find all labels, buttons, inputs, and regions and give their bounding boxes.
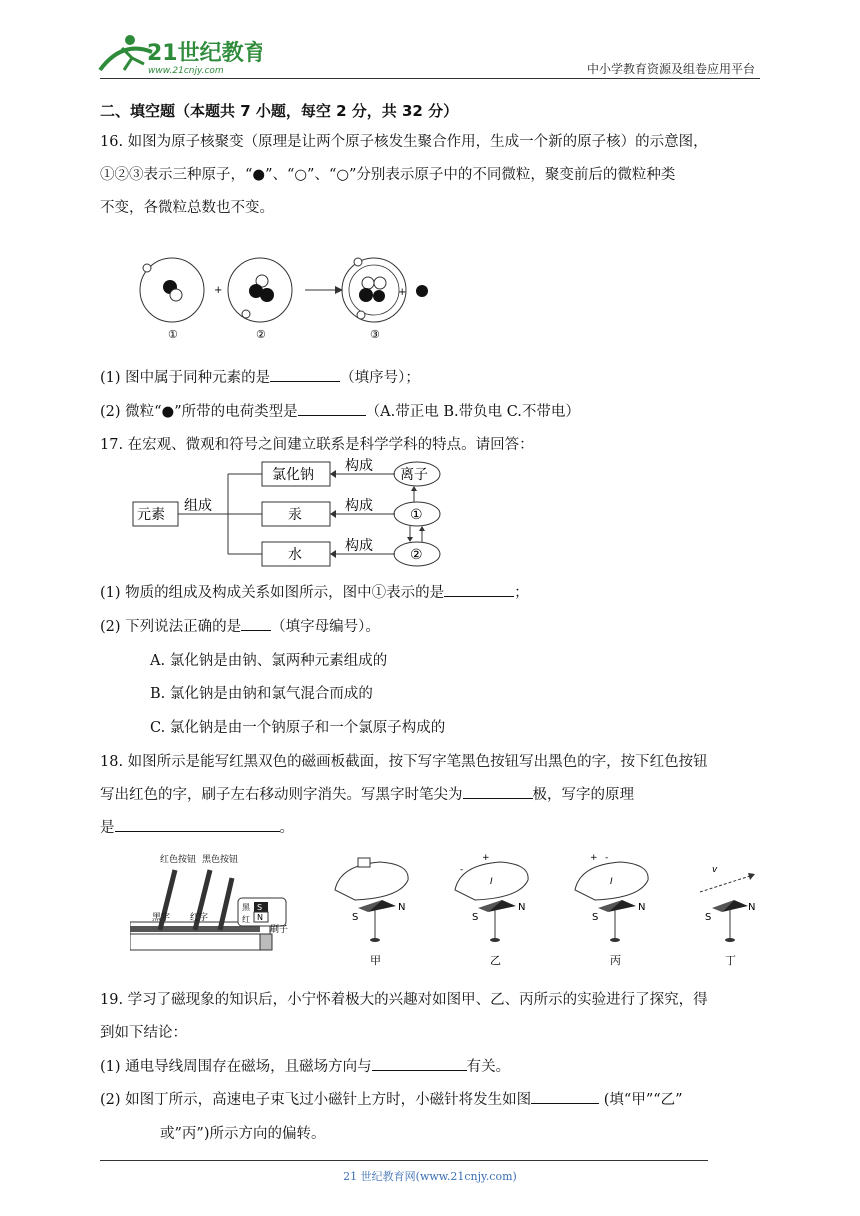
q18-line3-tail: 。	[279, 820, 294, 836]
answer-blank[interactable]	[241, 616, 271, 631]
q19-sub2-cont: 或”丙”)所示方向的偏转。	[160, 1126, 326, 1142]
box-nacl: 氯化钠	[272, 467, 314, 483]
bing-n: N	[638, 902, 646, 913]
jia-s: S	[352, 912, 359, 923]
label-red-button: 红色按钮	[160, 855, 197, 865]
q19-sub1	[100, 1055, 510, 1076]
bing-current: I	[610, 877, 613, 887]
q17-sub2	[100, 615, 380, 636]
svg-text:+: +	[398, 287, 407, 298]
answer-blank[interactable]	[463, 784, 533, 799]
logo-url: www.21cnjy.com	[148, 66, 224, 76]
answer-blank[interactable]	[444, 582, 514, 597]
label-jia: 甲	[370, 954, 381, 967]
q17-option-b: B. 氯化钠是由钠和氯气混合而成的	[150, 686, 373, 702]
bing-minus: -	[605, 853, 609, 863]
label-goucheng-3: 构成	[345, 538, 373, 554]
q19-sub2	[100, 1088, 683, 1109]
yi-minus: -	[460, 865, 464, 875]
answer-blank[interactable]	[270, 367, 340, 382]
atom-3	[342, 258, 406, 322]
box-water: 水	[288, 547, 302, 563]
ding-n: N	[748, 902, 756, 913]
label-1: ①	[168, 328, 178, 341]
box-hg: 汞	[288, 507, 302, 523]
label-s: S	[257, 903, 263, 912]
q16-line3: 不变，各微粒总数也不变。	[100, 200, 274, 216]
answer-blank[interactable]	[298, 401, 366, 416]
yi-s: S	[472, 912, 479, 923]
label-yi: 乙	[490, 954, 501, 967]
label-black-button: 黑色按钮	[202, 855, 239, 865]
q16-line1: 16. 如图为原子核聚变（原理是让两个原子核发生聚合作用，生成一个新的原子核）的示意图，	[100, 134, 708, 150]
compass-ding	[700, 865, 755, 967]
q18-line3-text: 是	[100, 820, 115, 836]
yi-current: I	[490, 877, 493, 887]
element-relation-diagram	[130, 458, 450, 573]
compass-yi	[455, 853, 528, 967]
q17-sub2-text: (2) 下列说法正确的是	[100, 619, 242, 635]
section-title: 二、填空题（本题共 7 小题，每空 2 分，共 32 分）	[100, 102, 459, 120]
oval-2: ②	[410, 547, 423, 563]
q19-line2: 到如下结论：	[100, 1025, 187, 1041]
oval-ion: 离子	[400, 467, 428, 483]
q19-sub2-text: (2) 如图丁所示，高速电子束飞过小磁针上方时，小磁针将发生如图	[100, 1092, 532, 1108]
q18-line2-tail: 极，写字的原理	[532, 787, 634, 803]
label-hong: 红	[242, 915, 250, 924]
q19-line1: 19. 学习了磁现象的知识后，小宁怀着极大的兴趣对如图甲、乙、丙所示的实验进行了探究，得	[100, 992, 708, 1008]
logo-text: 21世纪教育	[147, 41, 262, 66]
q16-sub2-tail: （A.带正电 B.带负电 C.不带电）	[365, 404, 580, 420]
atom-1	[140, 258, 204, 322]
atom-2	[228, 258, 292, 322]
label-n: N	[257, 913, 263, 922]
magnet-experiment-figure	[130, 850, 770, 970]
q18-line3	[100, 816, 294, 837]
jia-n: N	[398, 902, 406, 913]
label-goucheng-2: 构成	[345, 498, 373, 514]
q16-sub2	[100, 400, 580, 421]
q17-option-a: A. 氯化钠是由钠、氯两种元素组成的	[150, 653, 388, 669]
q16-sub1-tail: （填序号）；	[340, 370, 420, 386]
q18-line1: 18. 如图所示是能写红黑双色的磁画板截面，按下写字笔黑色按钮写出黑色的字，按下红色按钮	[100, 754, 708, 770]
footer-divider	[100, 1160, 708, 1161]
label-brush: 刷子	[270, 925, 289, 935]
q19-sub1-text: (1) 通电导线周围存在磁场，且磁场方向与	[100, 1059, 372, 1075]
q17-sub1	[100, 581, 529, 602]
magnetic-board	[130, 853, 288, 950]
ding-s: S	[705, 912, 712, 923]
q16-sub2-text: (2) 微粒“●”所带的电荷类型是	[100, 404, 298, 420]
q16-line2: ①②③表示三种原子，“●”、“○”、“○”分别表示原子中的不同微粒，聚变前后的微粒种类	[100, 167, 676, 183]
footer-text: 21 世纪教育网(www.21cnjy.com)	[343, 1170, 517, 1183]
platform-name: 中小学教育资源及组卷应用平台	[586, 62, 755, 76]
q18-line2	[100, 783, 634, 804]
fusion-diagram	[130, 245, 440, 345]
label-goucheng-1: 构成	[345, 458, 373, 474]
label-zucheng: 组成	[184, 498, 212, 514]
answer-blank[interactable]	[531, 1089, 599, 1104]
q17-line1: 17. 在宏观、微观和符号之间建立联系是科学学科的特点。请回答：	[100, 437, 534, 453]
q19-sub2-tail: (填“甲”“乙”	[599, 1092, 683, 1108]
bing-plus: +	[590, 853, 598, 863]
q16-sub1-text: (1) 图中属于同种元素的是	[100, 370, 271, 386]
compass-bing	[575, 853, 648, 967]
answer-blank[interactable]	[115, 817, 280, 832]
label-ding: 丁	[725, 954, 736, 967]
label-red-char: 红字	[190, 913, 209, 923]
svg-text:+: +	[214, 285, 223, 296]
ding-velocity: v	[712, 865, 718, 875]
label-bing: 丙	[610, 954, 621, 967]
bing-s: S	[592, 912, 599, 923]
q17-sub2-tail: （填字母编号）。	[271, 619, 380, 635]
q18-line2-text: 写出红色的字，刷子左右移动则字消失。写黑字时笔尖为	[100, 787, 463, 803]
oval-1: ①	[410, 507, 423, 523]
q19-sub1-tail: 有关。	[466, 1059, 511, 1075]
yi-plus: +	[482, 853, 490, 863]
compass-jia	[335, 858, 408, 967]
q16-sub1	[100, 366, 420, 387]
q17-option-c: C. 氯化钠是由一个钠原子和一个氯原子构成的	[150, 720, 446, 736]
label-hei: 黑	[242, 903, 250, 912]
q17-sub1-text: (1) 物质的组成及构成关系如图所示，图中①表示的是	[100, 585, 445, 601]
logo	[92, 30, 262, 78]
label-3: ③	[370, 328, 380, 341]
yi-n: N	[518, 902, 526, 913]
header-divider	[100, 78, 760, 79]
label-black-char: 黑字	[152, 913, 171, 923]
label-2: ②	[256, 328, 266, 341]
answer-blank[interactable]	[372, 1056, 467, 1071]
q17-sub1-tail: ；	[514, 585, 529, 601]
box-yuansu: 元素	[137, 507, 165, 523]
